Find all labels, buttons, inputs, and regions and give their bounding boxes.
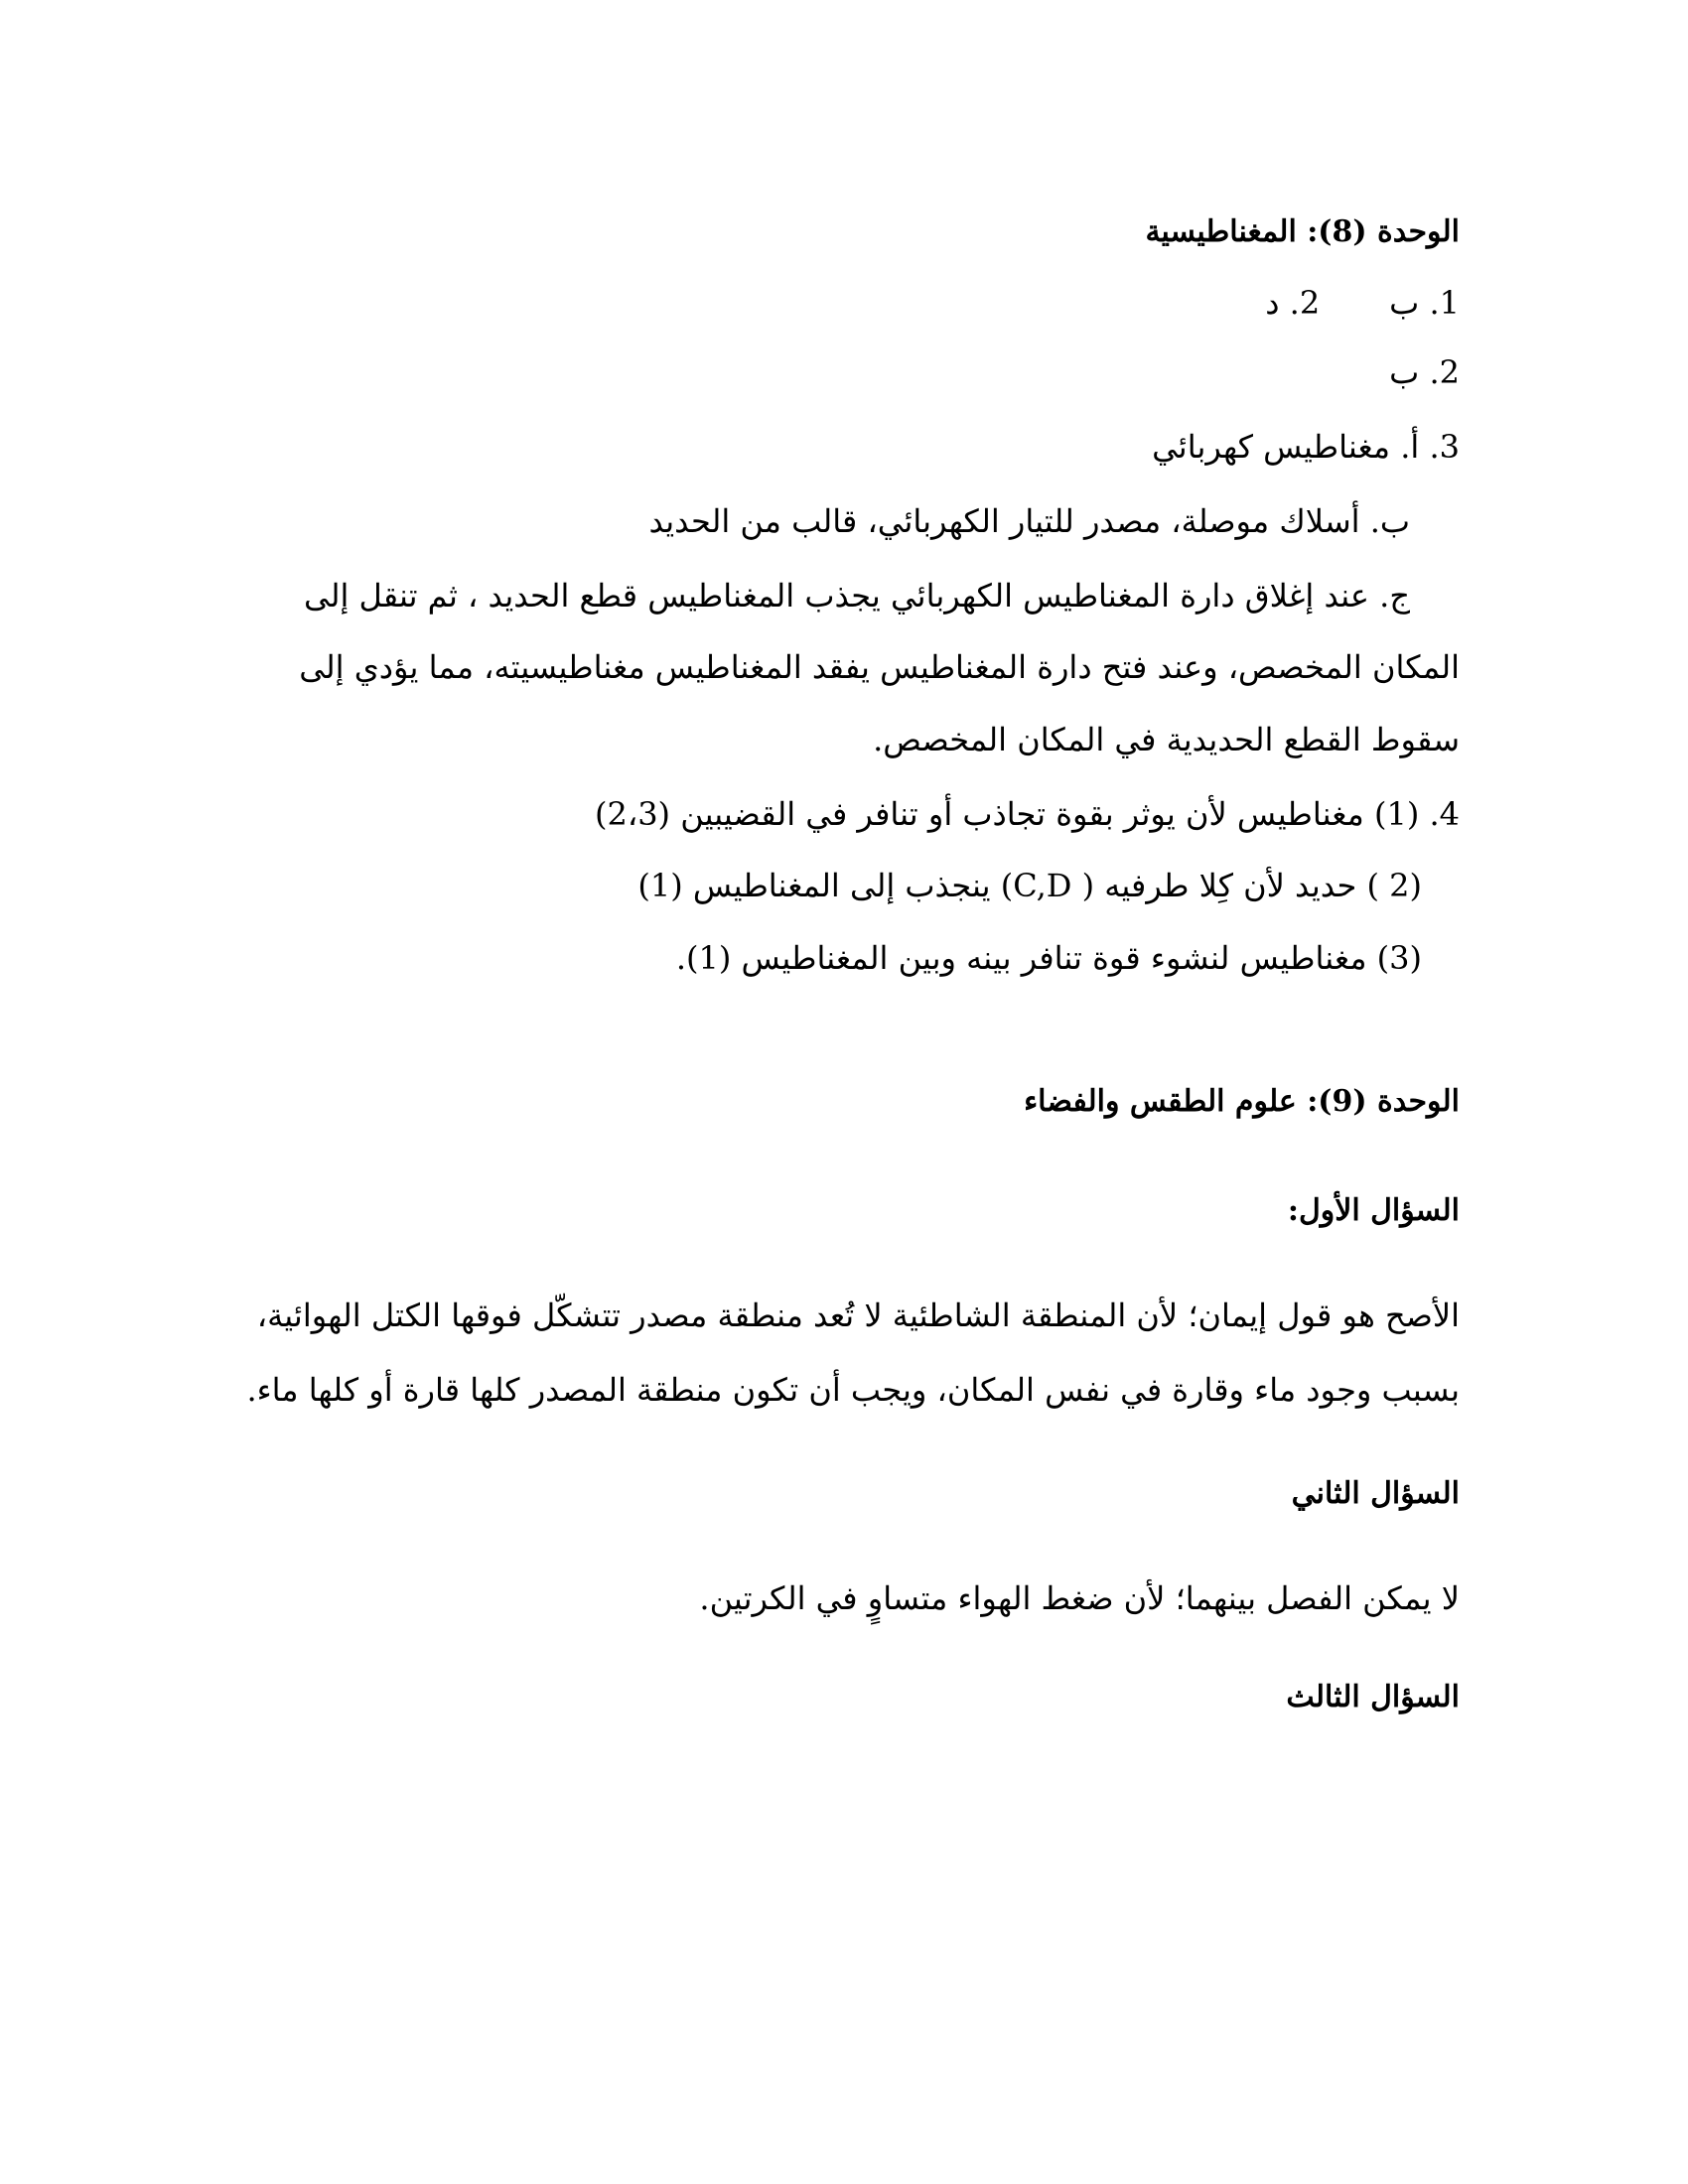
unit8-q1-part1: 1. ب (1389, 284, 1460, 322)
unit9-question1-heading: السؤال الأول: (1287, 1193, 1460, 1228)
unit8-q1-answer (1265, 283, 1460, 323)
unit9-heading: الوحدة (9): علوم الطقس والفضاء (1024, 1084, 1460, 1119)
unit8-q3-b: ب. أسلاك موصلة، مصدر للتيار الكهربائي، قالب من الحديد (648, 502, 1410, 540)
unit9-question1-line2: بسبب وجود ماء وقارة في نفس المكان، ويجب أن تكون منطقة المصدر كلها قارة أو كلها ماء. (246, 1371, 1460, 1409)
unit8-q4-line1: 4. (1) مغناطيس لأن يوثر بقوة تجاذب أو تنافر في القضيبين (2،3) (595, 795, 1460, 833)
unit8-q2-answer: 2. ب (1389, 353, 1460, 391)
unit9-question2-heading: السؤال الثاني (1291, 1476, 1460, 1511)
unit9-question2-line1: لا يمكن الفصل بينهما؛ لأن ضغط الهواء متساوٍ في الكرتين. (699, 1579, 1460, 1617)
unit9-question3-heading: السؤال الثالث (1286, 1680, 1460, 1714)
unit8-heading: الوحدة (8): المغناطيسية (1145, 214, 1460, 249)
unit9-question1-line1: الأصح هو قول إيمان؛ لأن المنطقة الشاطئية لا تُعد منطقة مصدر تتشكّل فوقها الكتل الهوائية، (256, 1297, 1460, 1334)
unit8-q4-line2: (2 ) حديد لأن كِلا طرفيه ( C,D) ينجذب إلى المغناطيس (1) (637, 867, 1422, 904)
unit8-q3-c-line1: ج. عند إغلاق دارة المغناطيس الكهربائي يجذب المغناطيس قطع الحديد ، ثم تنقل إلى (304, 577, 1410, 614)
unit8-q4-line3: (3) مغناطيس لنشوء قوة تنافر بينه وبين المغناطيس (1). (675, 939, 1422, 977)
unit8-q3-c-line2: المكان المخصص، وعند فتح دارة المغناطيس يفقد المغناطيس مغناطيسيته، مما يؤدي إلى (299, 648, 1460, 686)
unit8-q1-part2: 2. د (1265, 284, 1321, 322)
unit8-q3-c-line3: سقوط القطع الحديدية في المكان المخصص. (873, 721, 1460, 758)
unit8-q3-a: 3. أ. مغناطيس كهربائي (1152, 428, 1460, 466)
